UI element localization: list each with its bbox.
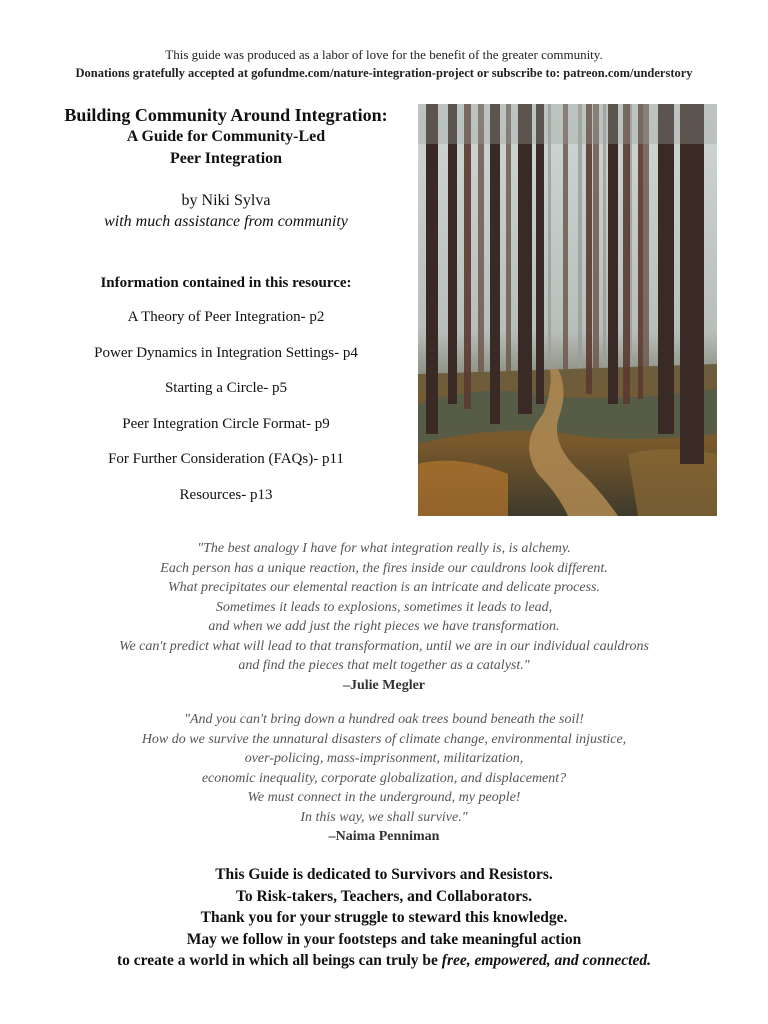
header-line-2: Donations gratefully accepted at gofundme.com/nature-integration-project or subscribe to: patreon.com/understory <box>75 66 693 80</box>
dedication-line: To Risk-takers, Teachers, and Collaborators. <box>235 887 533 905</box>
quote-line: over-policing, mass-imprisonment, militarization, <box>244 751 524 766</box>
document-title: Building Community Around Integration: <box>64 105 388 125</box>
quote-line: and when we add just the right pieces we have transformation. <box>208 619 560 634</box>
author: by Niki Sylva <box>181 192 271 209</box>
title-block <box>40 104 412 521</box>
dedication-last-prefix: to create a world in which all beings can truly be <box>117 952 442 969</box>
toc-item: Peer Integration Circle Format- p9 <box>122 415 330 432</box>
subtitle-line-2: Peer Integration <box>169 150 283 167</box>
quote-line: and find the pieces that melt together as a catalyst." <box>238 658 530 673</box>
quote-line: "The best analogy I have for what integration really is, is alchemy. <box>197 541 571 556</box>
table-of-contents <box>40 308 412 504</box>
quote-line: Each person has a unique reaction, the fires inside our cauldrons look different. <box>160 560 608 576</box>
quote-line: How do we survive the unnatural disasters of climate change, environmental injustice, <box>141 731 627 747</box>
toc-item: Resources- p13 <box>179 486 273 503</box>
quote-line: In this way, we shall survive." <box>300 809 468 825</box>
forest-path-image <box>418 104 717 516</box>
quote-line: Sometimes it leads to explosions, sometimes it leads to lead, <box>215 599 553 615</box>
toc-heading: Information contained in this resource: <box>100 275 352 291</box>
quote-naima-penniman <box>0 710 768 847</box>
quote-line: "And you can't bring down a hundred oak trees bound beneath the soil! <box>184 712 584 727</box>
dedication-last-line <box>0 950 768 972</box>
dedication-line: May we follow in your footsteps and take meaningful action <box>186 930 582 948</box>
quote-line: What precipitates our elemental reaction is an intricate and delicate process. <box>168 580 600 595</box>
toc-item: Starting a Circle- p5 <box>164 380 288 396</box>
quote-line: We can't predict what will lead to that transformation, until we are in our individual cauldrons <box>119 638 649 654</box>
quote-attribution: –Naima Penniman <box>328 829 440 844</box>
toc-item: A Theory of Peer Integration- p2 <box>127 309 325 325</box>
subtitle-line-1: A Guide for Community-Led <box>126 128 326 145</box>
dedication-emphasis: free, empowered, and connected. <box>441 952 651 969</box>
toc-item: For Further Consideration (FAQs)- p11 <box>108 451 344 467</box>
quote-line: economic inequality, corporate globalization, and displacement? <box>201 770 567 786</box>
quote-attribution: –Julie Megler <box>342 677 426 693</box>
dedication-line: Thank you for your struggle to steward this knowledge. <box>200 909 568 926</box>
header-line-1: This guide was produced as a labor of love for the benefit of the greater community. <box>165 47 603 62</box>
assistance-note: with much assistance from community <box>104 213 348 230</box>
toc-item: Power Dynamics in Integration Settings- p4 <box>94 344 358 361</box>
dedication-line: This Guide is dedicated to Survivors and Resistors. <box>215 866 553 883</box>
quote-line: We must connect in the underground, my people! <box>247 790 521 805</box>
dedication <box>0 864 768 972</box>
quote-julie-megler <box>0 539 768 695</box>
header-note <box>0 46 768 82</box>
